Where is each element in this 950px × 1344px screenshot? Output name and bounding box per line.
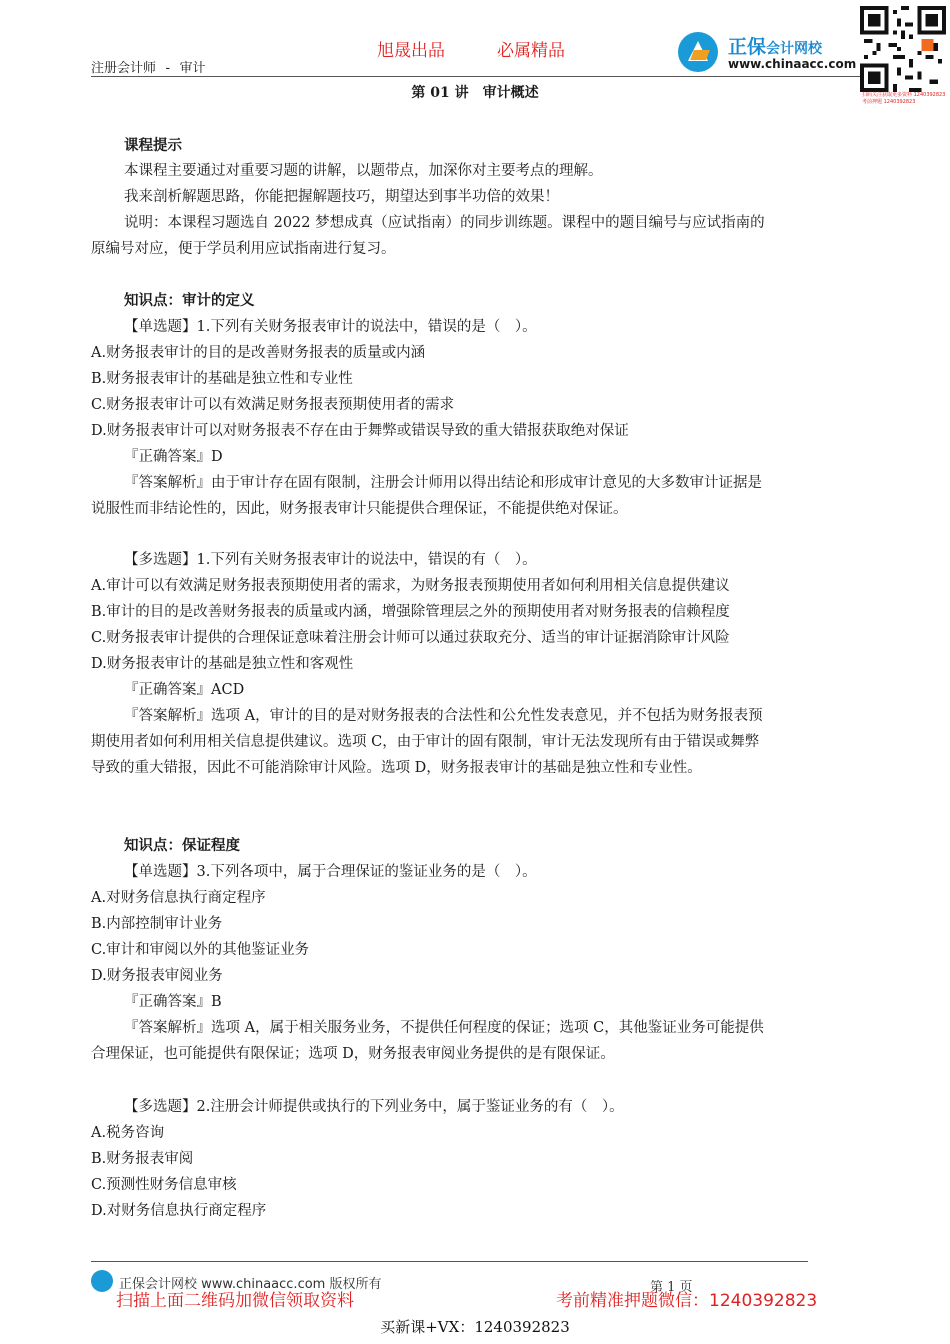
question-option: D.财务报表审计可以对财务报表不存在由于舞弊或错误导致的重大错报获取绝对保证 [91,423,629,439]
question-option: C.财务报表审计提供的合理保证意味着注册会计师可以通过获取充分、适当的审计证据消除审计风险 [91,630,730,646]
question-option: A.财务报表审计的目的是改善财务报表的质量或内涵 [91,345,426,361]
chinaacc-logo[interactable] [678,28,858,78]
qr-note: 扫码关注获取更多资料 1240392823 考前押题 1240392823 [862,92,946,105]
section-heading: 知识点：审计的定义 [124,292,255,309]
lecture-title: 第 01 讲 审计概述 [411,85,539,101]
question-option: D.财务报表审计的基础是独立性和客观性 [91,656,354,672]
question-option: B.审计的目的是改善财务报表的质量或内涵，增强除管理层之外的预期使用者对财务报表的信赖程度 [91,604,730,620]
question-option: A.对财务信息执行商定程序 [91,890,266,906]
question-option: B.财务报表审阅 [91,1151,194,1167]
correct-answer: 『正确答案』ACD [124,682,245,698]
logo-brand-name: 正保会计网校 [728,36,823,58]
section-heading: 知识点：保证程度 [124,837,240,854]
footer-logo-icon [91,1270,113,1292]
page-number: 第 1 页 [650,1280,693,1295]
question-option: C.财务报表审计可以有效满足财务报表预期使用者的需求 [91,397,455,413]
footer-divider [91,1261,808,1262]
qr-code-icon [860,6,946,92]
answer-analysis: 导致的重大错报，因此不可能消除审计风险。选项 D，财务报表审计的基础是独立性和专业性。 [91,760,702,776]
question-option: D.财务报表审阅业务 [91,968,223,984]
bottom-note: 买新课+VX：1240392823 [380,1318,570,1336]
header-promo-right: 必属精品 [497,41,565,61]
intro-line: 原编号对应，便于学员利用应试指南进行复习。 [91,241,396,257]
footer-promo-right: 考前精准押题微信：1240392823 [556,1291,818,1311]
intro-line: 说明：本课程习题选自 2022 梦想成真（应试指南）的同步训练题。课程中的题目编号与应试指南的 [124,215,765,231]
answer-analysis: 合理保证，也可能提供有限保证；选项 D，财务报表审阅业务提供的是有限保证。 [91,1046,615,1062]
correct-answer: 『正确答案』D [124,449,223,465]
question-stem: 【多选题】1.下列有关财务报表审计的说法中，错误的有（ ）。 [124,552,537,568]
question-option: B.财务报表审计的基础是独立性和专业性 [91,371,353,387]
correct-answer: 『正确答案』B [124,994,222,1010]
footer-copyright: 正保会计网校 www.chinaacc.com 版权所有 [119,1277,382,1292]
intro-line: 本课程主要通过对重要习题的讲解，以题带点，加深你对主要考点的理解。 [124,163,603,179]
answer-analysis: 说服性而非结论性的，因此，财务报表审计只能提供合理保证，不能提供绝对保证。 [91,501,628,517]
question-option: A.税务咨询 [91,1125,165,1141]
question-option: C.审计和审阅以外的其他鉴证业务 [91,942,310,958]
question-option: B.内部控制审计业务 [91,916,223,932]
question-stem: 【多选题】2.注册会计师提供或执行的下列业务中，属于鉴证业务的有（ ）。 [124,1099,624,1115]
answer-analysis: 期使用者如何利用相关信息提供建议。选项 C，由于审计的固有限制，审计无法发现所有由于错误或舞弊 [91,734,760,750]
intro-heading: 课程提示 [124,137,182,154]
footer-promo-left: 扫描上面二维码加微信领取资料 [116,1291,354,1311]
question-stem: 【单选题】1.下列有关财务报表审计的说法中，错误的是（ ）。 [124,319,537,335]
answer-analysis: 『答案解析』选项 A，属于相关服务业务，不提供任何程度的保证；选项 C，其他鉴证业务可能提供 [124,1020,764,1036]
question-option: A.审计可以有效满足财务报表预期使用者的需求，为财务报表预期使用者如何利用相关信息提供建议 [91,578,730,594]
answer-analysis: 『答案解析』由于审计存在固有限制，注册会计师用以得出结论和形成审计意见的大多数审计证据是 [124,475,762,491]
answer-analysis: 『答案解析』选项 A，审计的目的是对财务报表的合法性和公允性发表意见，并不包括为财务报表预 [124,708,763,724]
logo-url: www.chinaacc.com [728,57,857,71]
question-option: C.预测性财务信息审核 [91,1177,237,1193]
logo-emblem-icon [678,32,718,72]
question-option: D.对财务信息执行商定程序 [91,1203,267,1219]
intro-line: 我来剖析解题思路，你能把握解题技巧，期望达到事半功倍的效果！ [124,189,559,205]
header-promo-left: 旭晟出品 [377,41,445,61]
subject-label: 注册会计师 - 审计 [91,61,206,76]
question-stem: 【单选题】3.下列各项中，属于合理保证的鉴证业务的是（ ）。 [124,864,537,880]
